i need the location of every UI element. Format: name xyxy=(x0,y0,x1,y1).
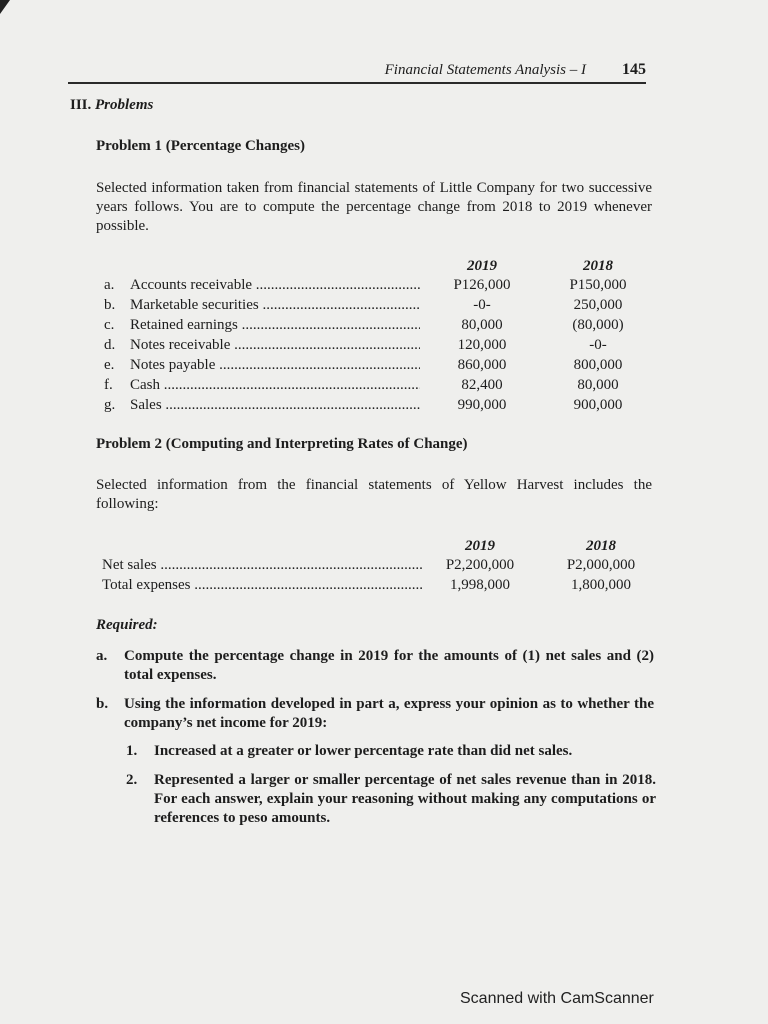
row-value-2019: 82,400 xyxy=(461,377,503,393)
problem1-row xyxy=(0,277,768,297)
row-value-2019: -0- xyxy=(473,297,491,313)
required-item-b xyxy=(96,695,656,735)
problem1-intro: Selected information taken from financial statements of Little Company for two successive years follows. You are to compute the percentage change from 2018 to 2019 whenever possible. xyxy=(96,180,652,234)
row-value-2019: P126,000 xyxy=(453,277,511,293)
page-number: 145 xyxy=(622,61,646,78)
row-label: Total expenses ..... xyxy=(102,577,422,594)
row-label: Net sales ..... xyxy=(102,557,422,574)
problem1-title: Problem 1 (Percentage Changes) xyxy=(96,138,305,154)
row-value-2019: P2,200,000 xyxy=(445,557,515,573)
row-value-2019: 80,000 xyxy=(461,317,503,333)
problem2-row xyxy=(0,557,768,577)
item-b-text: Using the information developed in part a, express your opinion as to whether the company’s net income for 2019: xyxy=(124,696,654,731)
row-value-2018: 800,000 xyxy=(573,357,623,373)
problem1-row xyxy=(0,337,768,357)
item-a-mark: a. xyxy=(96,648,108,664)
subitem-1-text: Increased at a greater or lower percentage rate than did net sales. xyxy=(154,743,573,759)
row-value-2018: -0- xyxy=(589,337,607,353)
row-value-2018: 80,000 xyxy=(577,377,619,393)
section-heading xyxy=(70,97,153,114)
problem2-row xyxy=(0,577,768,597)
row-value-2018: P2,000,000 xyxy=(566,557,636,573)
row-letter: d. xyxy=(104,337,116,353)
problem1-row xyxy=(0,397,768,417)
row-value-2019: 1,998,000 xyxy=(450,577,510,593)
problem1-row xyxy=(0,357,768,377)
row-label: Cash ..... xyxy=(130,377,420,394)
subitem-1-mark: 1. xyxy=(126,743,138,759)
problem1-row xyxy=(0,317,768,337)
row-value-2019: 860,000 xyxy=(457,357,507,373)
item-a-text: Compute the percentage change in 2019 for the amounts of (1) net sales and (2) total expenses. xyxy=(124,648,654,683)
row-letter: a. xyxy=(104,277,115,293)
problem2-year-2019-header: 2019 xyxy=(465,538,495,554)
row-letter: g. xyxy=(104,397,116,413)
row-label: Notes receivable ..... xyxy=(130,337,420,354)
required-subitem-2 xyxy=(126,771,656,831)
row-value-2018: (80,000) xyxy=(572,317,624,333)
problem1-row xyxy=(0,377,768,397)
required-item-a xyxy=(96,647,656,687)
row-value-2019: 120,000 xyxy=(457,337,507,353)
row-label: Accounts receivable ..... xyxy=(130,277,420,294)
required-subitem-1 xyxy=(126,742,656,762)
row-letter: b. xyxy=(104,297,116,313)
row-value-2019: 990,000 xyxy=(457,397,507,413)
header-title: Financial Statements Analysis – I xyxy=(384,62,586,78)
problem2-title: Problem 2 (Computing and Interpreting Rates of Change) xyxy=(96,436,468,452)
row-value-2018: 1,800,000 xyxy=(571,577,631,593)
subitem-2-mark: 2. xyxy=(126,772,138,788)
scanner-watermark: Scanned with CamScanner xyxy=(460,990,654,1007)
section-title: Problems xyxy=(95,97,154,113)
row-value-2018: P150,000 xyxy=(569,277,627,293)
row-value-2018: 250,000 xyxy=(573,297,623,313)
problem2-year-2018-header: 2018 xyxy=(586,538,616,554)
page-corner-mark xyxy=(0,0,10,14)
row-label: Marketable securities ..... xyxy=(130,297,420,314)
subitem-2-text: Represented a larger or smaller percentage of net sales revenue than in 2018. For each answer, explain your reasoning without making any computations or references to peso amounts. xyxy=(154,772,656,826)
row-letter: e. xyxy=(104,357,115,373)
problem1-row xyxy=(0,297,768,317)
section-numeral: III. xyxy=(70,97,92,113)
item-b-mark: b. xyxy=(96,696,109,712)
row-label: Notes payable ..... xyxy=(130,357,420,374)
row-label: Sales ..... xyxy=(130,397,420,414)
required-label: Required: xyxy=(96,617,158,633)
problem1-year-2019-header: 2019 xyxy=(467,258,497,274)
row-label: Retained earnings ..... xyxy=(130,317,420,334)
row-value-2018: 900,000 xyxy=(573,397,623,413)
running-header xyxy=(68,62,646,84)
row-letter: c. xyxy=(104,317,115,333)
row-letter: f. xyxy=(104,377,113,393)
problem2-intro: Selected information from the financial statements of Yellow Harvest includes the following: xyxy=(96,477,652,512)
problem1-year-2018-header: 2018 xyxy=(583,258,613,274)
